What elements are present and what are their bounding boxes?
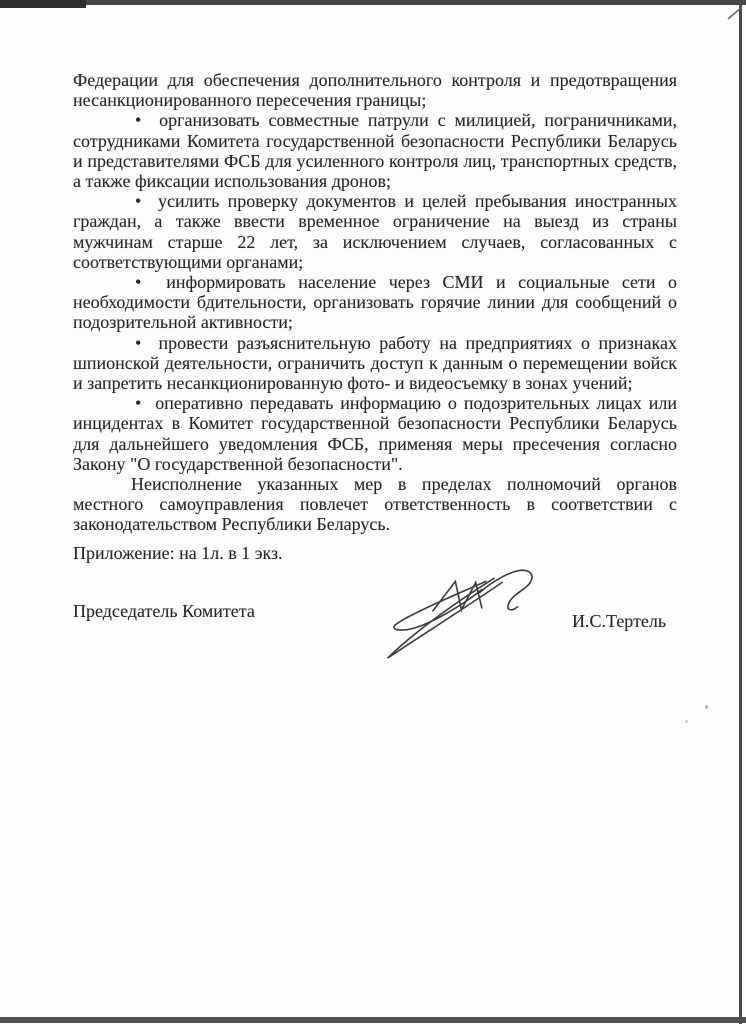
scan-speckle: [685, 720, 688, 723]
document-paragraphs: [73, 70, 677, 535]
bullet-paragraph: • провести разъяснительную работу на предприятиях о признаках шпионской деятельности, ограничить доступ к данным о перемещении войск и запретить несанкционированную фото- и видеосъемку в зонах учений;: [73, 332, 678, 394]
scan-edge-right: [739, 0, 742, 1024]
bullet-icon: •: [135, 191, 158, 212]
bullet-paragraph: • информировать население через СМИ и социальные сети о необходимости бдительности, организовать горячие линии для сообщений о подозрительной активности;: [73, 272, 677, 333]
scan-corner-tick-icon: [724, 2, 746, 24]
document-body: [73, 70, 677, 535]
bullet-paragraph: • усилить проверку документов и целей пребывания иностранных граждан, а также ввести временное ограничение на выезд из страны мужчинам старше 22 лет, за исключением случаев, согласованных с соответствующими органами;: [73, 191, 677, 272]
scan-edge-bottom: [0, 1017, 746, 1023]
bullet-paragraph: • организовать совместные патрули с милицией, пограничниками, сотрудниками Комитета государственной безопасности Республики Беларусь и представителями ФСБ для усиленного контроля лиц, транспортных средств, а также фиксации использования дронов;: [73, 110, 677, 192]
bullet-icon: •: [135, 272, 167, 293]
scan-edge-top: [0, 0, 746, 5]
scan-edge-top-left: [0, 0, 86, 8]
paragraph: Неисполнение указанных мер в пределах полномочий органов местного самоуправления повлечет ответственность в соответствии с законодательством Республики Беларусь.: [73, 474, 677, 535]
bullet-icon: •: [135, 332, 159, 353]
bullet-paragraph: • оперативно передавать информацию о подозрительных лицах или инцидентах в Комитет государственной безопасности Республики Беларусь для дальнейшего уведомления ФСБ, применяя меры пресечения согласно Закону "О государственной безопасности".: [73, 393, 677, 474]
handwritten-signature-icon: [380, 568, 548, 666]
signer-name: И.С.Тертель: [572, 611, 667, 631]
attachment-line: Приложение: на 1л. в 1 экз.: [73, 543, 283, 563]
bullet-icon: •: [135, 393, 156, 414]
signer-title: Председатель Комитета: [73, 601, 255, 621]
scan-speckle: [705, 705, 708, 709]
paragraph: Федерации для обеспечения дополнительного контроля и предотвращения несанкционированного пересечения границы;: [73, 70, 677, 111]
bullet-icon: •: [135, 110, 160, 131]
